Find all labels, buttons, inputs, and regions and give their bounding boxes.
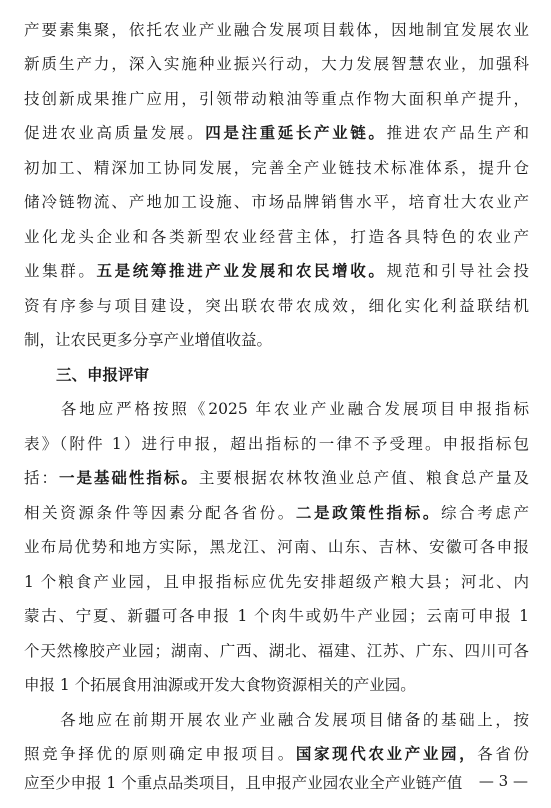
body-line-2	[24, 49, 529, 79]
body-line-1	[24, 15, 529, 45]
line-text: 主要根据农林牧渔业总产值、粮食总产量及	[198, 469, 529, 487]
body-line-12	[24, 394, 529, 424]
body-line-3	[24, 84, 529, 114]
line-text: 相关资源条件等因素分配各省份。	[24, 504, 296, 522]
body-line-16	[24, 532, 529, 562]
line-text: 表》（附件 1）进行申报，超出指标的一律不予受理。申报指标包	[24, 435, 529, 453]
line-text: 应至少申报 1 个重点品类项目，且申报产业园农业全产业链产值	[24, 774, 463, 792]
page-number: — 3 —	[478, 772, 528, 790]
line-text: 促进农业高质量发展。	[24, 124, 206, 142]
bold-national-park: 国家现代农业产业园，	[295, 744, 478, 763]
bold-point-two: 二是政策性指标。	[295, 503, 441, 522]
line-text: 各省份	[477, 745, 529, 763]
line-text: 业布局优势和地方实际，黑龙江、河南、山东、吉林、安徽可各申报	[24, 538, 529, 556]
line-text: 技创新成果推广应用，引领带动粮油等重点作物大面积单产提升，	[24, 90, 529, 108]
heading-text: 三、申报评审	[56, 366, 150, 384]
bold-point-four: 四是注重延长产业链。	[205, 123, 387, 142]
line-text: 个天然橡胶产业园；湖南、广西、湖北、福建、江苏、广东、四川可各	[24, 642, 529, 660]
body-line-6	[24, 187, 529, 217]
body-line-15	[24, 498, 529, 528]
line-text: 业集群。	[24, 262, 97, 280]
body-line-7	[24, 222, 529, 252]
body-line-23	[24, 768, 463, 798]
body-line-9	[24, 291, 529, 321]
line-text: 推进农产品生产和	[386, 124, 529, 142]
line-text: 综合考虑产	[440, 504, 529, 522]
body-line-13	[24, 429, 529, 459]
line-text: 各地应严格按照《2025 年农业产业融合发展项目申报指标	[24, 400, 529, 418]
line-text: 蒙古、宁夏、新疆可各申报 1 个肉牛或奶牛产业园；云南可申报 1	[24, 607, 529, 625]
body-line-20	[24, 670, 529, 700]
section-heading	[56, 360, 356, 390]
line-text: 储冷链物流、产地加工设施、市场品牌销售水平，培育壮大农业产	[24, 193, 529, 211]
line-text: 初加工、精深加工协同发展，完善全产业链技术标准体系，提升仓	[24, 159, 529, 177]
bold-point-five: 五是统筹推进产业发展和农民增收。	[96, 261, 387, 280]
body-line-4	[24, 118, 529, 148]
line-text: 制，让农民更多分享产业增值收益。	[24, 331, 273, 349]
body-line-8	[24, 256, 529, 286]
body-line-19	[24, 636, 529, 666]
body-line-14	[24, 463, 529, 493]
line-text: 申报 1 个拓展食用油源或开发大食物资源相关的产业园。	[24, 676, 416, 694]
body-line-22	[24, 739, 529, 769]
bold-point-one: 一是基础性指标。	[58, 468, 199, 487]
body-line-21	[24, 705, 529, 735]
line-text: 新质生产力，深入实施种业振兴行动，大力发展智慧农业，加强科	[24, 55, 529, 73]
line-text: 各地应在前期开展农业产业融合发展项目储备的基础上，按	[24, 711, 529, 729]
line-text: 产要素集聚，依托农业产业融合发展项目载体，因地制宜发展农业	[24, 21, 529, 39]
line-text: 资有序参与项目建设，突出联农带农成效，细化实化利益联结机	[24, 297, 529, 315]
body-line-10	[24, 325, 529, 355]
line-text: 1 个粮食产业园，且申报指标应优先安排超级产粮大县；河北、内	[24, 573, 529, 591]
line-text: 括：	[24, 469, 59, 487]
body-line-5	[24, 153, 529, 183]
body-line-17	[24, 567, 529, 597]
body-line-18	[24, 601, 529, 631]
line-text: 照竞争择优的原则确定申报项目。	[24, 745, 296, 763]
line-text: 规范和引导社会投	[386, 262, 529, 280]
line-text: 业化龙头企业和各类新型农业经营主体，打造各具特色的农业产	[24, 228, 529, 246]
